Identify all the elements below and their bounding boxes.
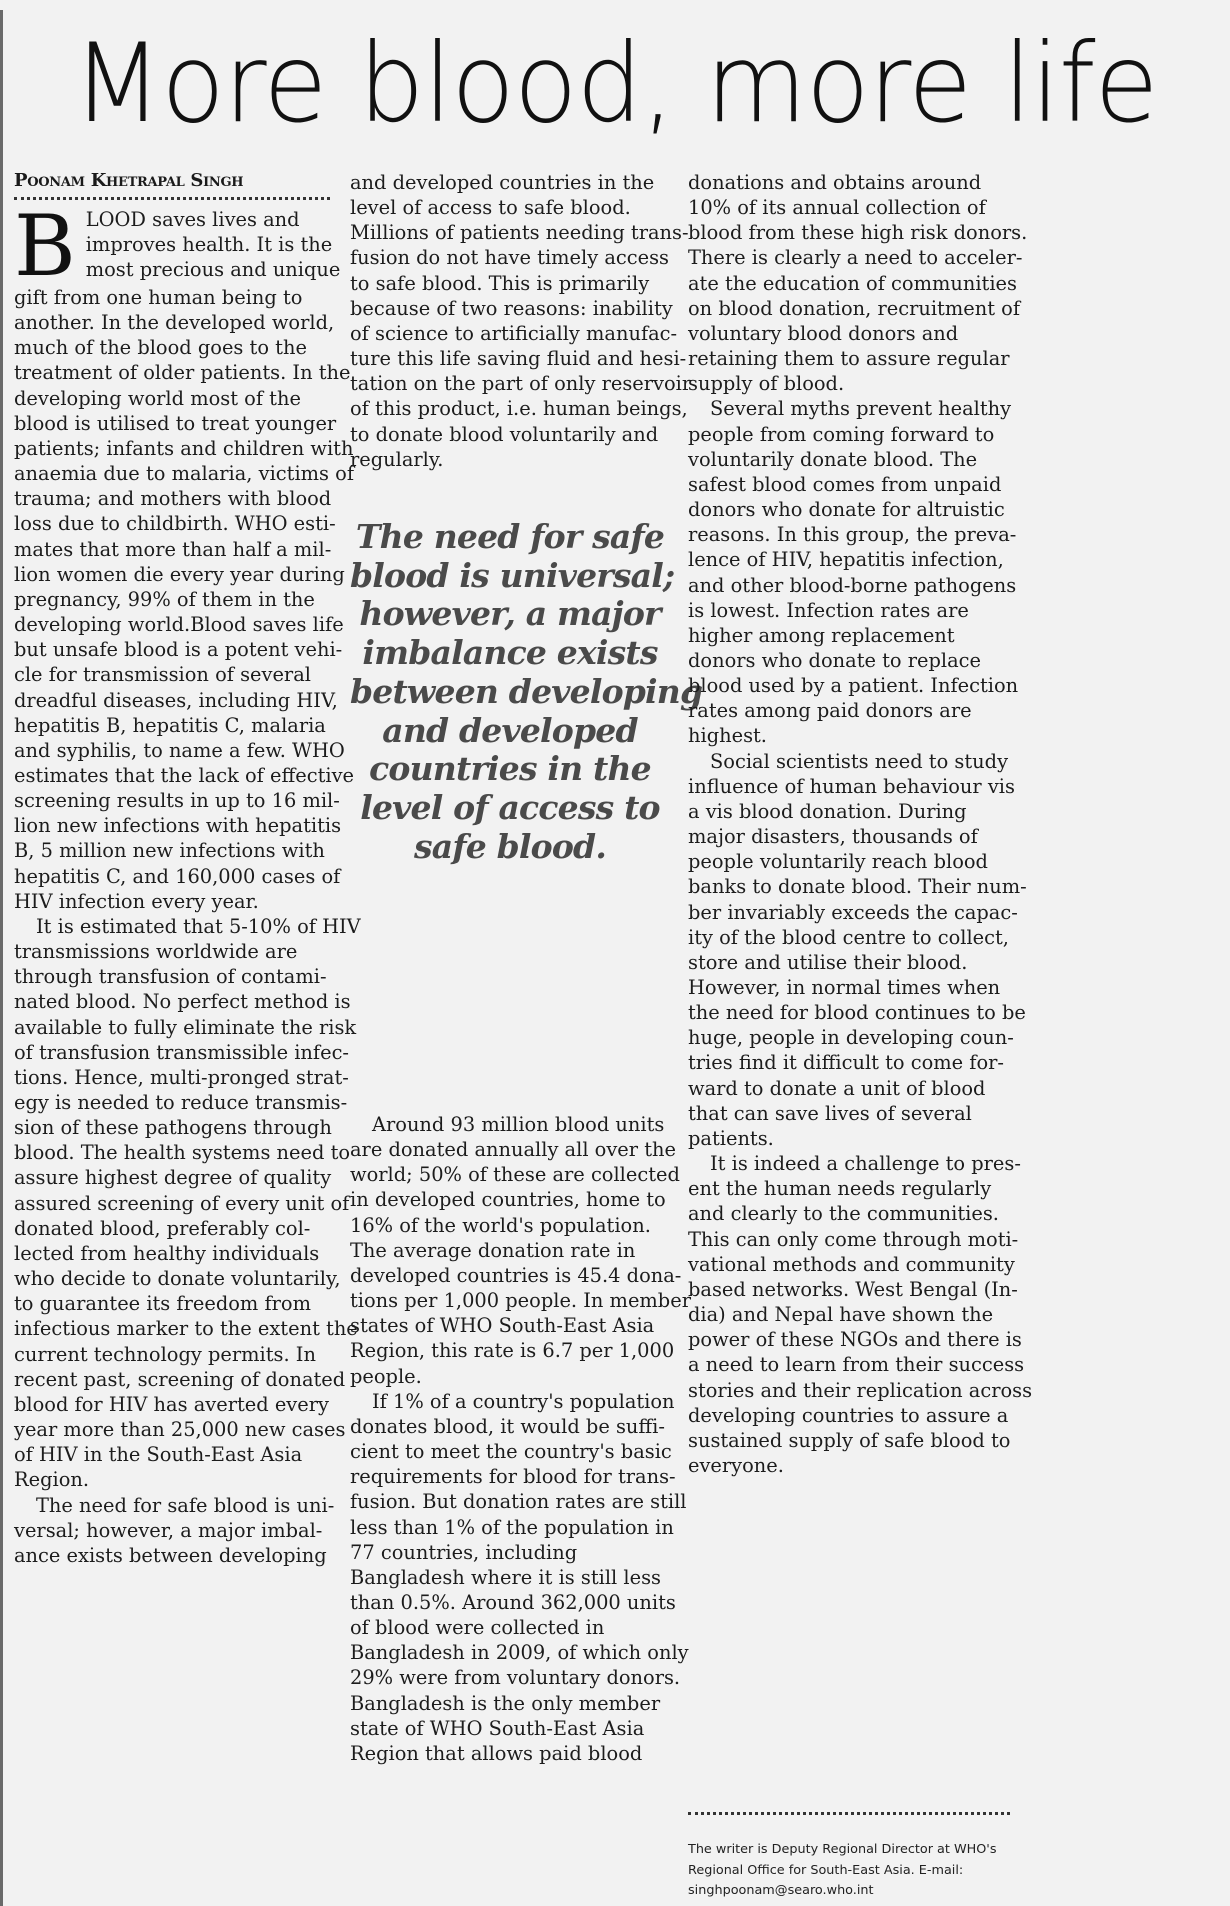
- text-line: gift from one human being to: [14, 286, 303, 309]
- text-line: ward to donate a unit of blood: [688, 1076, 986, 1100]
- text-line: than 0.5%. Around 362,000 units: [350, 1590, 676, 1614]
- byline: Poonam Khetrapal Singh: [14, 170, 244, 191]
- article-column-3: [688, 170, 1033, 1478]
- text-line: because of two reasons: inability: [350, 296, 673, 320]
- text-line: 29% were from voluntary donors.: [350, 1666, 681, 1690]
- text-line: donates blood, it would be suffi-: [350, 1414, 665, 1438]
- text-line: hepatitis B, hepatitis C, malaria: [14, 713, 326, 737]
- text-line: supply of blood.: [688, 372, 845, 396]
- paragraph-start-line: If 1% of a country's population: [372, 1389, 675, 1413]
- text-line: hepatitis C, and 160,000 cases of: [14, 864, 341, 888]
- text-line: to donate blood voluntarily and: [350, 422, 659, 446]
- text-line: of transfusion transmissible infec-: [14, 1040, 349, 1064]
- text-line: vational methods and community: [688, 1252, 1015, 1276]
- text-line: blood used by a patient. Infection: [688, 674, 1019, 698]
- text-line: and developed countries in the: [350, 171, 655, 194]
- text-line: blood from these high risk donors.: [688, 221, 1028, 245]
- article-column-2-top: [350, 170, 692, 472]
- text-line: year more than 25,000 new cases: [14, 1418, 346, 1442]
- text-line: the need for blood continues to be: [688, 1001, 1026, 1025]
- article-column-1: [14, 197, 361, 1568]
- text-line: assure highest degree of quality: [14, 1166, 332, 1190]
- text-line: and syphilis, to name a few. WHO: [14, 738, 345, 762]
- text-line: egy is needed to reduce transmis-: [14, 1091, 348, 1114]
- text-line: states of WHO South-East Asia: [350, 1314, 655, 1338]
- text-line: donations and obtains around: [688, 171, 982, 194]
- text-line: to safe blood. This is primarily: [350, 271, 650, 295]
- text-line: of this product, i.e. human beings,: [350, 397, 688, 421]
- text-line: of science to artificially manufac-: [350, 321, 678, 345]
- text-line: recent past, screening of donated: [14, 1367, 346, 1391]
- text-line: world; 50% of these are collected: [350, 1163, 680, 1187]
- pull-quote-line: countries in the: [369, 749, 651, 789]
- credit-line: Regional Office for South-East Asia. E-mail:: [688, 1862, 964, 1878]
- text-line: lion women die every year during: [14, 562, 345, 586]
- text-line: cient to meet the country's basic: [350, 1440, 672, 1464]
- text-line: assured screening of every unit of: [14, 1191, 350, 1215]
- paragraph-start-line: It is estimated that 5-10% of HIV: [36, 914, 361, 938]
- pull-quote-line: level of access to: [360, 787, 660, 827]
- text-line: Region, this rate is 6.7 per 1,000: [350, 1339, 675, 1363]
- text-line: in developed countries, home to: [350, 1188, 666, 1212]
- text-line: dia) and Nepal have shown the: [688, 1303, 994, 1327]
- text-line: a vis blood donation. During: [688, 799, 967, 823]
- text-line: The average donation rate in: [350, 1238, 636, 1262]
- text-line: voluntary blood donors and: [688, 321, 959, 345]
- page-left-border: [0, 10, 3, 1906]
- text-line: of HIV in the South-East Asia: [14, 1443, 303, 1467]
- author-credit: [688, 1840, 1013, 1902]
- text-line: loss due to childbirth. WHO esti-: [14, 512, 336, 536]
- pull-quote-line: however, a major: [359, 594, 661, 634]
- text-line: nated blood. No perfect method is: [14, 990, 351, 1014]
- paragraph-start-line: Several myths prevent healthy: [710, 397, 1012, 421]
- text-line: of blood were collected in: [350, 1616, 605, 1640]
- text-line: and other blood-borne pathogens: [688, 573, 1017, 597]
- text-line: regularly.: [350, 447, 444, 471]
- text-line: However, in normal times when: [688, 976, 1001, 999]
- text-line: pregnancy, 99% of them in the: [14, 587, 315, 611]
- text-line: blood for HIV has averted every: [14, 1392, 329, 1416]
- headline: More blood, more life: [72, 18, 1158, 148]
- text-line: estimates that the lack of effective: [14, 763, 355, 787]
- text-line: 77 countries, including: [350, 1540, 578, 1564]
- paragraph-start-line: Social scientists need to study: [710, 749, 1009, 773]
- text-line: patients; infants and children with: [14, 436, 354, 460]
- text-line: everyone.: [688, 1453, 784, 1477]
- pull-quote-line: safe blood.: [413, 826, 607, 866]
- text-line: patients.: [688, 1126, 774, 1150]
- text-line: developing world.Blood saves life: [14, 613, 344, 637]
- text-line: Region.: [14, 1468, 90, 1492]
- text-line: blood. The health systems need to: [14, 1141, 351, 1165]
- text-line: tries find it difficult to come for-: [688, 1051, 1004, 1075]
- text-line: huge, people in developing coun-: [688, 1026, 1014, 1050]
- text-line: Bangladesh in 2009, of which only: [350, 1641, 689, 1665]
- text-line: ate the education of communities: [688, 271, 1017, 295]
- text-line: improves health. It is the: [85, 233, 333, 257]
- pull-quote-line: between developing: [350, 671, 703, 711]
- text-line: There is clearly a need to acceler-: [688, 246, 1023, 270]
- text-line: donated blood, preferably col-: [14, 1216, 311, 1240]
- author-email: singhpoonam@searo.who.int: [688, 1883, 874, 1898]
- text-line: donors who donate to replace: [688, 648, 982, 672]
- text-line: rates among paid donors are: [688, 699, 972, 723]
- text-line: sustained supply of safe blood to: [688, 1428, 1011, 1452]
- text-line: fusion do not have timely access: [350, 246, 669, 270]
- text-line: highest.: [688, 724, 767, 748]
- paragraph-start-line: It is indeed a challenge to pres-: [710, 1152, 1021, 1176]
- text-line: Region that allows paid blood: [350, 1741, 643, 1765]
- text-line: ity of the blood centre to collect,: [688, 925, 1009, 949]
- text-line: current technology permits. In: [14, 1342, 316, 1366]
- text-line: people.: [350, 1364, 422, 1388]
- text-line: and clearly to the communities.: [688, 1202, 999, 1226]
- text-line: much of the blood goes to the: [14, 336, 307, 360]
- text-line: state of WHO South-East Asia: [350, 1716, 645, 1740]
- text-line: influence of human behaviour vis: [688, 774, 1015, 798]
- text-line: are donated annually all over the: [350, 1138, 676, 1162]
- text-line: requirements for blood for trans-: [350, 1465, 676, 1489]
- text-line: developing world most of the: [14, 386, 301, 410]
- text-line: lence of HIV, hepatitis infection,: [688, 548, 1004, 572]
- text-line: who decide to donate voluntarily,: [14, 1267, 341, 1291]
- text-line: people from coming forward to: [688, 422, 995, 446]
- pull-quote-line: and developed: [382, 710, 638, 750]
- text-line: major disasters, thousands of: [688, 825, 978, 849]
- text-line: safest blood comes from unpaid: [688, 472, 1002, 496]
- text-line: lected from healthy individuals: [14, 1241, 320, 1265]
- text-line: another. In the developed world,: [14, 311, 335, 335]
- text-line: This can only come through moti-: [688, 1227, 1019, 1251]
- text-line: level of access to safe blood.: [350, 196, 631, 220]
- text-line: LOOD saves lives and: [85, 208, 300, 231]
- text-line: available to fully eliminate the risk: [14, 1015, 357, 1039]
- text-line: donors who donate for altruistic: [688, 498, 1005, 522]
- text-line: on blood donation, recruitment of: [688, 296, 1020, 320]
- text-line: tions per 1,000 people. In member: [350, 1289, 691, 1313]
- paragraph-start-line: Around 93 million blood units: [372, 1113, 665, 1136]
- text-line: to guarantee its freedom from: [14, 1292, 311, 1316]
- text-line: 10% of its annual collection of: [688, 196, 986, 220]
- text-line: screening results in up to 16 mil-: [14, 789, 340, 813]
- text-line: Bangladesh where it is still less: [350, 1565, 661, 1589]
- text-line: tation on the part of only reservoir: [350, 372, 692, 396]
- text-line: treatment of older patients. In the: [14, 361, 351, 385]
- text-line: a need to learn from their success: [688, 1353, 1025, 1377]
- text-line: trauma; and mothers with blood: [14, 487, 332, 511]
- text-line: lion new infections with hepatitis: [14, 814, 342, 838]
- text-line: dreadful diseases, including HIV,: [14, 688, 338, 712]
- credit-dotted-rule: [688, 1812, 1010, 1815]
- paragraph-start-line: The need for safe blood is uni-: [36, 1493, 335, 1517]
- text-line: power of these NGOs and there is: [688, 1328, 1022, 1352]
- text-line: through transfusion of contami-: [14, 965, 327, 989]
- text-line: infectious marker to the extent the: [14, 1317, 358, 1341]
- text-line: but unsafe blood is a potent vehi-: [14, 638, 343, 662]
- text-line: is lowest. Infection rates are: [688, 598, 969, 622]
- pull-quote-line: imbalance exists: [362, 633, 658, 673]
- text-line: based networks. West Bengal (In-: [688, 1277, 1018, 1301]
- text-line: HIV infection every year.: [14, 889, 259, 913]
- text-line: ture this life saving fluid and hesi-: [350, 347, 687, 371]
- text-line: reasons. In this group, the preva-: [688, 523, 1017, 547]
- pull-quote-line: blood is universal;: [350, 555, 675, 595]
- text-line: less than 1% of the population in: [350, 1515, 674, 1539]
- text-line: ber invariably exceeds the capac-: [688, 900, 1018, 924]
- text-line: ent the human needs regularly: [688, 1177, 992, 1201]
- text-line: people voluntarily reach blood: [688, 850, 988, 874]
- text-line: 16% of the world's population.: [350, 1213, 651, 1237]
- text-line: that can save lives of several: [688, 1101, 972, 1125]
- text-line: cle for transmission of several: [14, 663, 311, 687]
- text-line: Bangladesh is the only member: [350, 1691, 661, 1715]
- text-line: stories and their replication across: [688, 1378, 1033, 1402]
- pull-quote-line: The need for safe: [355, 517, 665, 556]
- text-line: tions. Hence, multi-pronged strat-: [14, 1065, 349, 1089]
- text-line: sion of these pathogens through: [14, 1116, 332, 1140]
- text-line: ance exists between developing: [14, 1543, 327, 1567]
- text-line: transmissions worldwide are: [14, 940, 298, 964]
- text-line: blood is utilised to treat younger: [14, 411, 337, 435]
- text-line: store and utilise their blood.: [688, 950, 968, 974]
- drop-cap: B: [14, 197, 76, 295]
- text-line: developing countries to assure a: [688, 1403, 1009, 1427]
- text-line: versal; however, a major imbal-: [14, 1518, 323, 1542]
- text-line: fusion. But donation rates are still: [350, 1490, 687, 1514]
- text-line: most precious and unique: [85, 258, 341, 282]
- text-line: anaemia due to malaria, victims of: [14, 462, 354, 486]
- credit-line: The writer is Deputy Regional Director at WHO's: [688, 1842, 997, 1857]
- text-line: developed countries is 45.4 dona-: [350, 1263, 682, 1287]
- pull-quote: [350, 517, 703, 866]
- article-column-2-bottom: [350, 1112, 691, 1766]
- text-line: retaining them to assure regular: [688, 347, 1010, 371]
- text-line: voluntarily donate blood. The: [688, 447, 978, 471]
- text-line: banks to donate blood. Their num-: [688, 875, 1027, 899]
- text-line: higher among replacement: [688, 623, 955, 647]
- text-line: B, 5 million new infections with: [14, 839, 325, 863]
- text-line: mates that more than half a mil-: [14, 537, 332, 561]
- text-line: Millions of patients needing trans-: [350, 221, 689, 245]
